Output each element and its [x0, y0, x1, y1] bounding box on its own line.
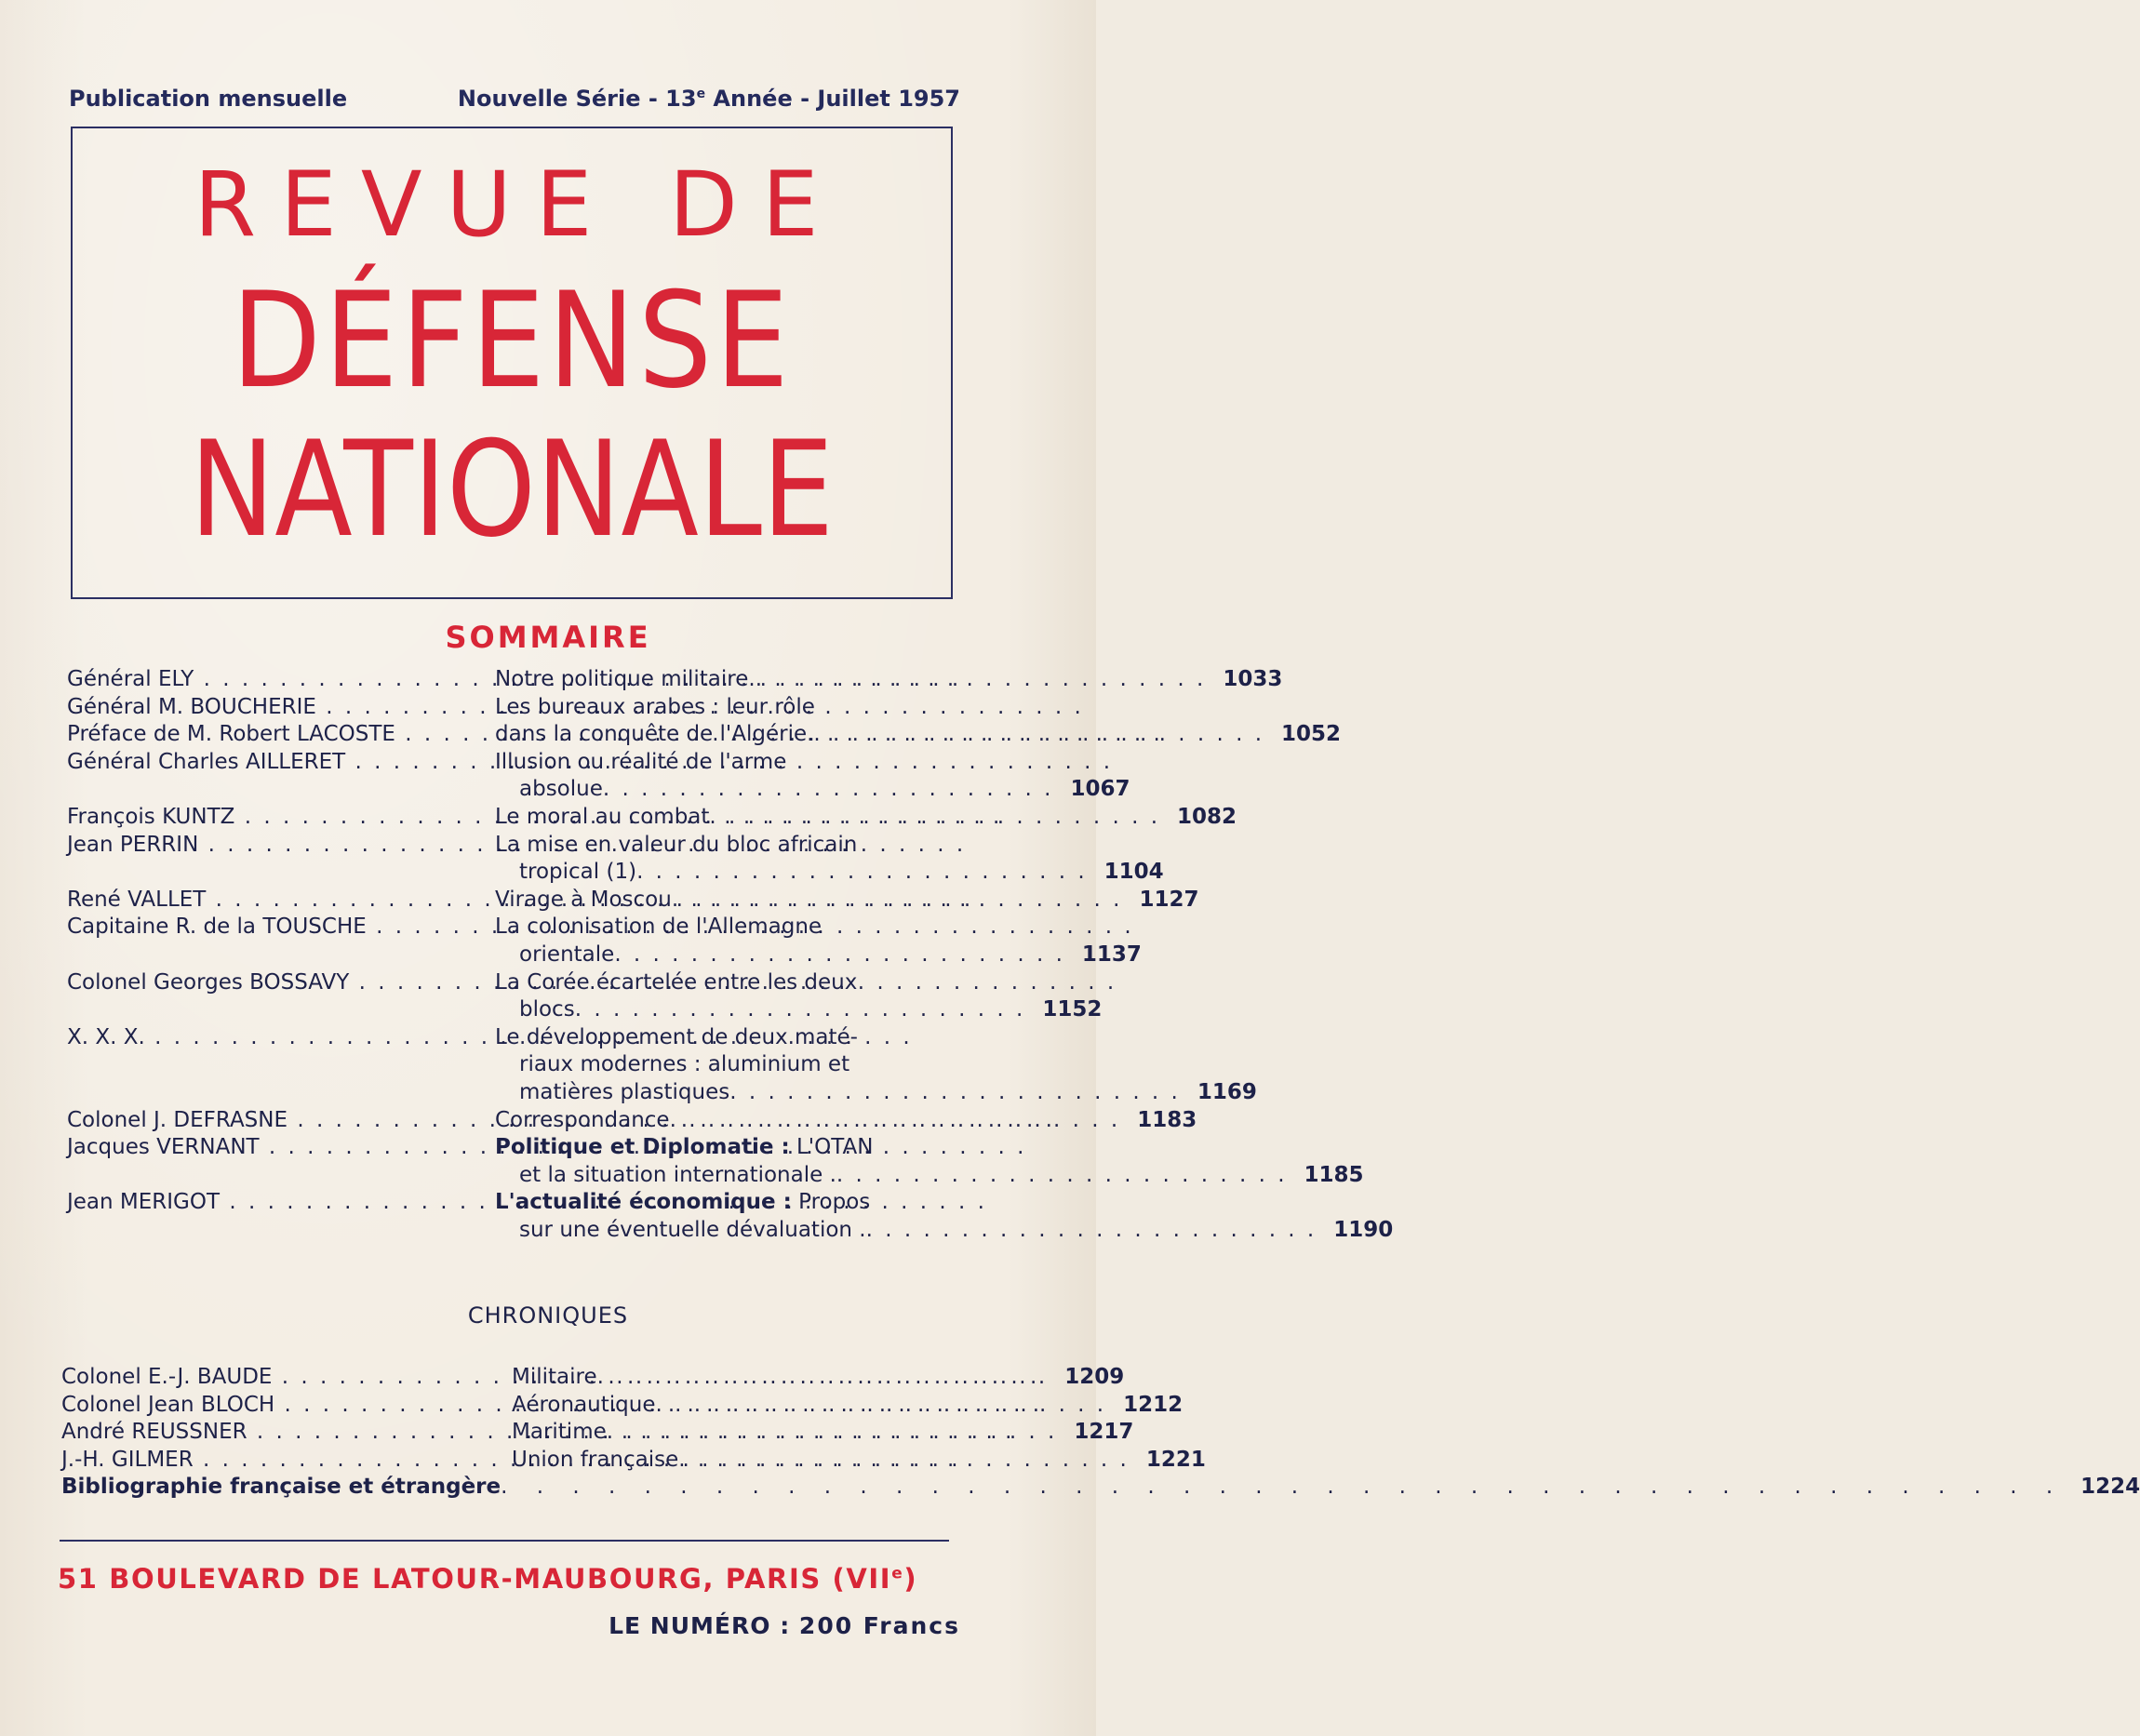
toc-title-text: Correspondance [495, 1107, 670, 1132]
toc-title [495, 887, 1122, 915]
chronique-title-line [512, 1419, 1057, 1447]
chronique-title-text: Maritime [512, 1420, 607, 1445]
chronique-title-text: Militaire [512, 1365, 597, 1389]
leader-dots [866, 1217, 1317, 1245]
toc-author-name: Général ELY . . . [67, 667, 961, 691]
price-value: 200 Francs [798, 1612, 960, 1639]
bibliographie-page-number: 1224 [2080, 1475, 2140, 1500]
toc-rubric: Politique et Diplomatie : [495, 1135, 790, 1160]
toc-row [67, 914, 1142, 968]
toc-title-text: absolue [519, 777, 603, 802]
toc-author [67, 1189, 495, 1244]
toc-author-name: X. X. X. . . . [67, 1025, 913, 1049]
toc-title-text: blocs [519, 997, 575, 1022]
toc-title [495, 832, 1088, 887]
toc-title-line [495, 1162, 1288, 1190]
toc-author-name: Capitaine R. de la TOUSCHE . . . [67, 915, 1134, 939]
toc-author-name: Général Charles AILLERET . . . [67, 750, 1113, 774]
toc-title-line [495, 776, 1054, 804]
toc-row [67, 804, 1237, 832]
toc-title-line [495, 996, 1025, 1024]
leader-dots [575, 996, 1026, 1024]
toc-page-number: 1104 [1103, 860, 1164, 885]
chronique-title [512, 1419, 1057, 1447]
leader-dots [597, 1364, 1049, 1392]
leader-dots [756, 666, 1207, 694]
toc-page-number: 1052 [1281, 722, 1342, 747]
chronique-title [512, 1447, 1130, 1475]
toc-title-line [495, 969, 1025, 997]
toc-title-text: riaux modernes : aluminium et [519, 1052, 850, 1077]
toc-title-text: matières plastiques [519, 1079, 730, 1104]
leader-dots [813, 721, 1264, 749]
toc-author-name: Général M. BOUCHERIE . . . [67, 695, 1084, 719]
toc-page-number: 1152 [1042, 997, 1103, 1022]
address [58, 1563, 951, 1595]
toc-author [67, 1024, 495, 1107]
header-line [69, 86, 960, 112]
leader-dots [729, 1079, 1181, 1107]
toc-row [67, 969, 1103, 1024]
toc-author [67, 887, 495, 915]
toc-author-name: Colonel Georges BOSSAVY . . . [67, 970, 1117, 995]
leader-dots [656, 1392, 1107, 1420]
toc-title-text: dans la conquête de l'Algérie. [495, 722, 814, 747]
chronique-author [61, 1364, 512, 1392]
toc-author-name: René VALLET . . . [67, 888, 973, 912]
toc-title-line [495, 1107, 1120, 1135]
toc-row [67, 1024, 1257, 1107]
toc-title [495, 721, 1264, 749]
price [609, 1612, 960, 1639]
toc-page-number: 1082 [1177, 804, 1237, 829]
chronique-row [61, 1419, 1134, 1447]
leader-dots [614, 941, 1065, 969]
series-date [458, 86, 960, 112]
toc-author-name: Préface de M. Robert LACOSTE . . . [67, 722, 1163, 746]
publication-frequency: Publication mensuelle [69, 86, 348, 112]
toc-title-line [495, 1217, 1317, 1245]
toc-author [67, 749, 495, 804]
chronique-author-name: André REUSSNER . . . [61, 1420, 1014, 1444]
toc-page-number: 1127 [1139, 887, 1199, 912]
toc-title-line [495, 941, 1065, 969]
chronique-title-line [512, 1447, 1130, 1475]
toc-author [67, 832, 495, 887]
toc-title-line [495, 832, 1088, 860]
chronique-page-number: 1221 [1145, 1447, 1206, 1472]
toc-title-line [495, 914, 1065, 941]
toc-row [67, 721, 1342, 749]
toc-page-number: 1190 [1333, 1217, 1394, 1242]
leader-dots [636, 859, 1088, 887]
leader-dots [672, 887, 1123, 915]
chronique-title [512, 1392, 1106, 1420]
toc-row [67, 832, 1164, 887]
toc-author [67, 694, 495, 722]
chronique-title-line [512, 1364, 1048, 1392]
toc-title-text: Le moral au combat [495, 804, 710, 829]
chronique-row [61, 1364, 1125, 1392]
toc-title-line [495, 804, 1160, 832]
title-line-1: REVUE DE [194, 153, 843, 257]
toc-title [495, 914, 1065, 968]
toc-title-line [495, 859, 1088, 887]
chronique-page-number: 1217 [1074, 1420, 1134, 1445]
chronique-title-line [512, 1392, 1106, 1420]
toc-title-line [495, 887, 1122, 915]
toc-author-name: Jean MERIGOT . . . [67, 1190, 987, 1214]
toc-author [67, 666, 495, 694]
toc-row [67, 694, 960, 722]
toc-space [792, 1189, 798, 1217]
toc-title-text: Propos [798, 1190, 871, 1215]
chronique-page-number: 1209 [1064, 1365, 1125, 1389]
toc-row [67, 1134, 1364, 1189]
series-year: Année - Juillet 1957 [705, 86, 960, 112]
toc-author [67, 721, 495, 749]
toc-title-line [495, 721, 1264, 749]
toc-title-text: Notre politique militaire. [495, 667, 756, 691]
toc-title [495, 694, 884, 722]
toc-title-text: et la situation internationale . [519, 1162, 836, 1187]
toc-title [495, 1134, 1288, 1189]
toc-row [67, 1107, 1197, 1135]
toc-author-name: Jean PERRIN . . . [67, 833, 966, 857]
toc-page-number: 1185 [1304, 1162, 1364, 1187]
toc-title [495, 969, 1025, 1024]
chronique-author [61, 1447, 512, 1475]
toc-title [495, 1024, 1181, 1107]
toc-row [67, 887, 1199, 915]
toc-page-number: 1183 [1137, 1107, 1197, 1132]
toc-title-line [495, 1051, 1181, 1079]
chronique-row [61, 1392, 1184, 1420]
toc-title-line [495, 1079, 1181, 1107]
table-of-contents [67, 666, 1394, 1244]
address-text: 51 BOULEVARD DE LATOUR-MAUBOURG, PARIS (VII [58, 1563, 892, 1595]
toc-author [67, 914, 495, 968]
toc-title-line [495, 749, 1054, 777]
chronique-row [61, 1447, 1206, 1475]
toc-title-text: La Corée écartelée entre les deux [495, 969, 858, 995]
toc-title [495, 749, 1054, 804]
toc-page-number: 1033 [1223, 667, 1283, 691]
toc-title-text: Illusion ou réalité de l'arme [495, 749, 787, 774]
chronique-author [61, 1392, 512, 1420]
price-label: LE NUMÉRO : [609, 1612, 791, 1639]
toc-author-name: Jacques VERNANT . . . [67, 1135, 1026, 1159]
toc-row [67, 1189, 1394, 1244]
chronique-title-text: Aéronautique [512, 1392, 656, 1417]
toc-author [67, 1134, 495, 1189]
bibliographie-label: Bibliographie française et étrangère [61, 1475, 502, 1500]
toc-title-text: La colonisation de l'Allemagne [495, 915, 823, 940]
toc-title-text: tropical (1) [519, 860, 637, 885]
toc-author-name: Colonel J. DEFRASNE . . . [67, 1108, 1055, 1132]
chroniques-heading: CHRONIQUES [467, 1302, 629, 1329]
toc-author [67, 969, 495, 1024]
leader-dots [603, 776, 1054, 804]
toc-title-text: Le développement de deux maté- [495, 1024, 858, 1049]
toc-author [67, 804, 495, 832]
toc-title-text: Virage à Moscou [495, 887, 672, 912]
footer-divider [60, 1540, 949, 1542]
leader-dots [678, 1447, 1130, 1475]
toc-title [495, 1107, 1120, 1135]
series-text: Nouvelle Série - 13 [457, 86, 697, 112]
chronique-author [61, 1419, 512, 1447]
toc-title [495, 1189, 1317, 1244]
toc-title-text: orientale [519, 941, 615, 967]
toc-title-line [495, 666, 1206, 694]
chronique-author-name: J.-H. GILMER . . . [61, 1448, 961, 1472]
leader-dots [836, 1162, 1288, 1190]
toc-title-line [495, 1134, 1288, 1162]
leader-dots [670, 1107, 1121, 1135]
title-line-2: DÉFENSE [231, 264, 793, 418]
toc-page-number: 1169 [1197, 1079, 1257, 1104]
chronique-author-name: Colonel Jean BLOCH . . . [61, 1393, 1042, 1417]
chronique-title-text: Union française [512, 1447, 679, 1472]
leader-dots [607, 1419, 1058, 1447]
toc-rubric: L'actualité économique : [495, 1190, 792, 1215]
title-line-3: NATIONALE [189, 413, 835, 567]
toc-title-text: Les bureaux arabes : leur rôle [495, 694, 815, 719]
toc-row [67, 749, 1130, 804]
toc-title-line [495, 694, 884, 722]
toc-row [67, 666, 1283, 694]
toc-space [790, 1134, 796, 1162]
toc-page-number: 1137 [1081, 941, 1142, 967]
toc-title-text: sur une éventuelle dévaluation . [519, 1217, 866, 1242]
toc-title [495, 666, 1206, 694]
chronique-page-number: 1212 [1123, 1392, 1184, 1417]
toc-title-line [495, 1189, 1317, 1217]
sommaire-heading: SOMMAIRE [445, 620, 651, 655]
chronique-author-name: Colonel E.-J. BAUDE . . . [61, 1365, 1039, 1389]
series-sup: e [696, 87, 706, 101]
address-sup: e [891, 1564, 904, 1583]
toc-title-line [495, 1024, 1181, 1052]
toc-title-text: L'OTAN [796, 1135, 874, 1160]
chroniques-list [61, 1364, 2140, 1502]
leader-dots [709, 804, 1160, 832]
title-frame [71, 127, 953, 599]
address-close: ) [903, 1563, 918, 1595]
chronique-title [512, 1364, 1048, 1392]
toc-title [495, 804, 1160, 832]
toc-title-text: La mise en valeur du bloc africain [495, 832, 858, 857]
bibliographie-row [61, 1474, 2140, 1502]
toc-page-number: 1067 [1070, 777, 1130, 802]
leader-dots [501, 1474, 2064, 1502]
toc-author [67, 1107, 495, 1135]
toc-author-name: François KUNTZ . . . [67, 805, 1002, 829]
